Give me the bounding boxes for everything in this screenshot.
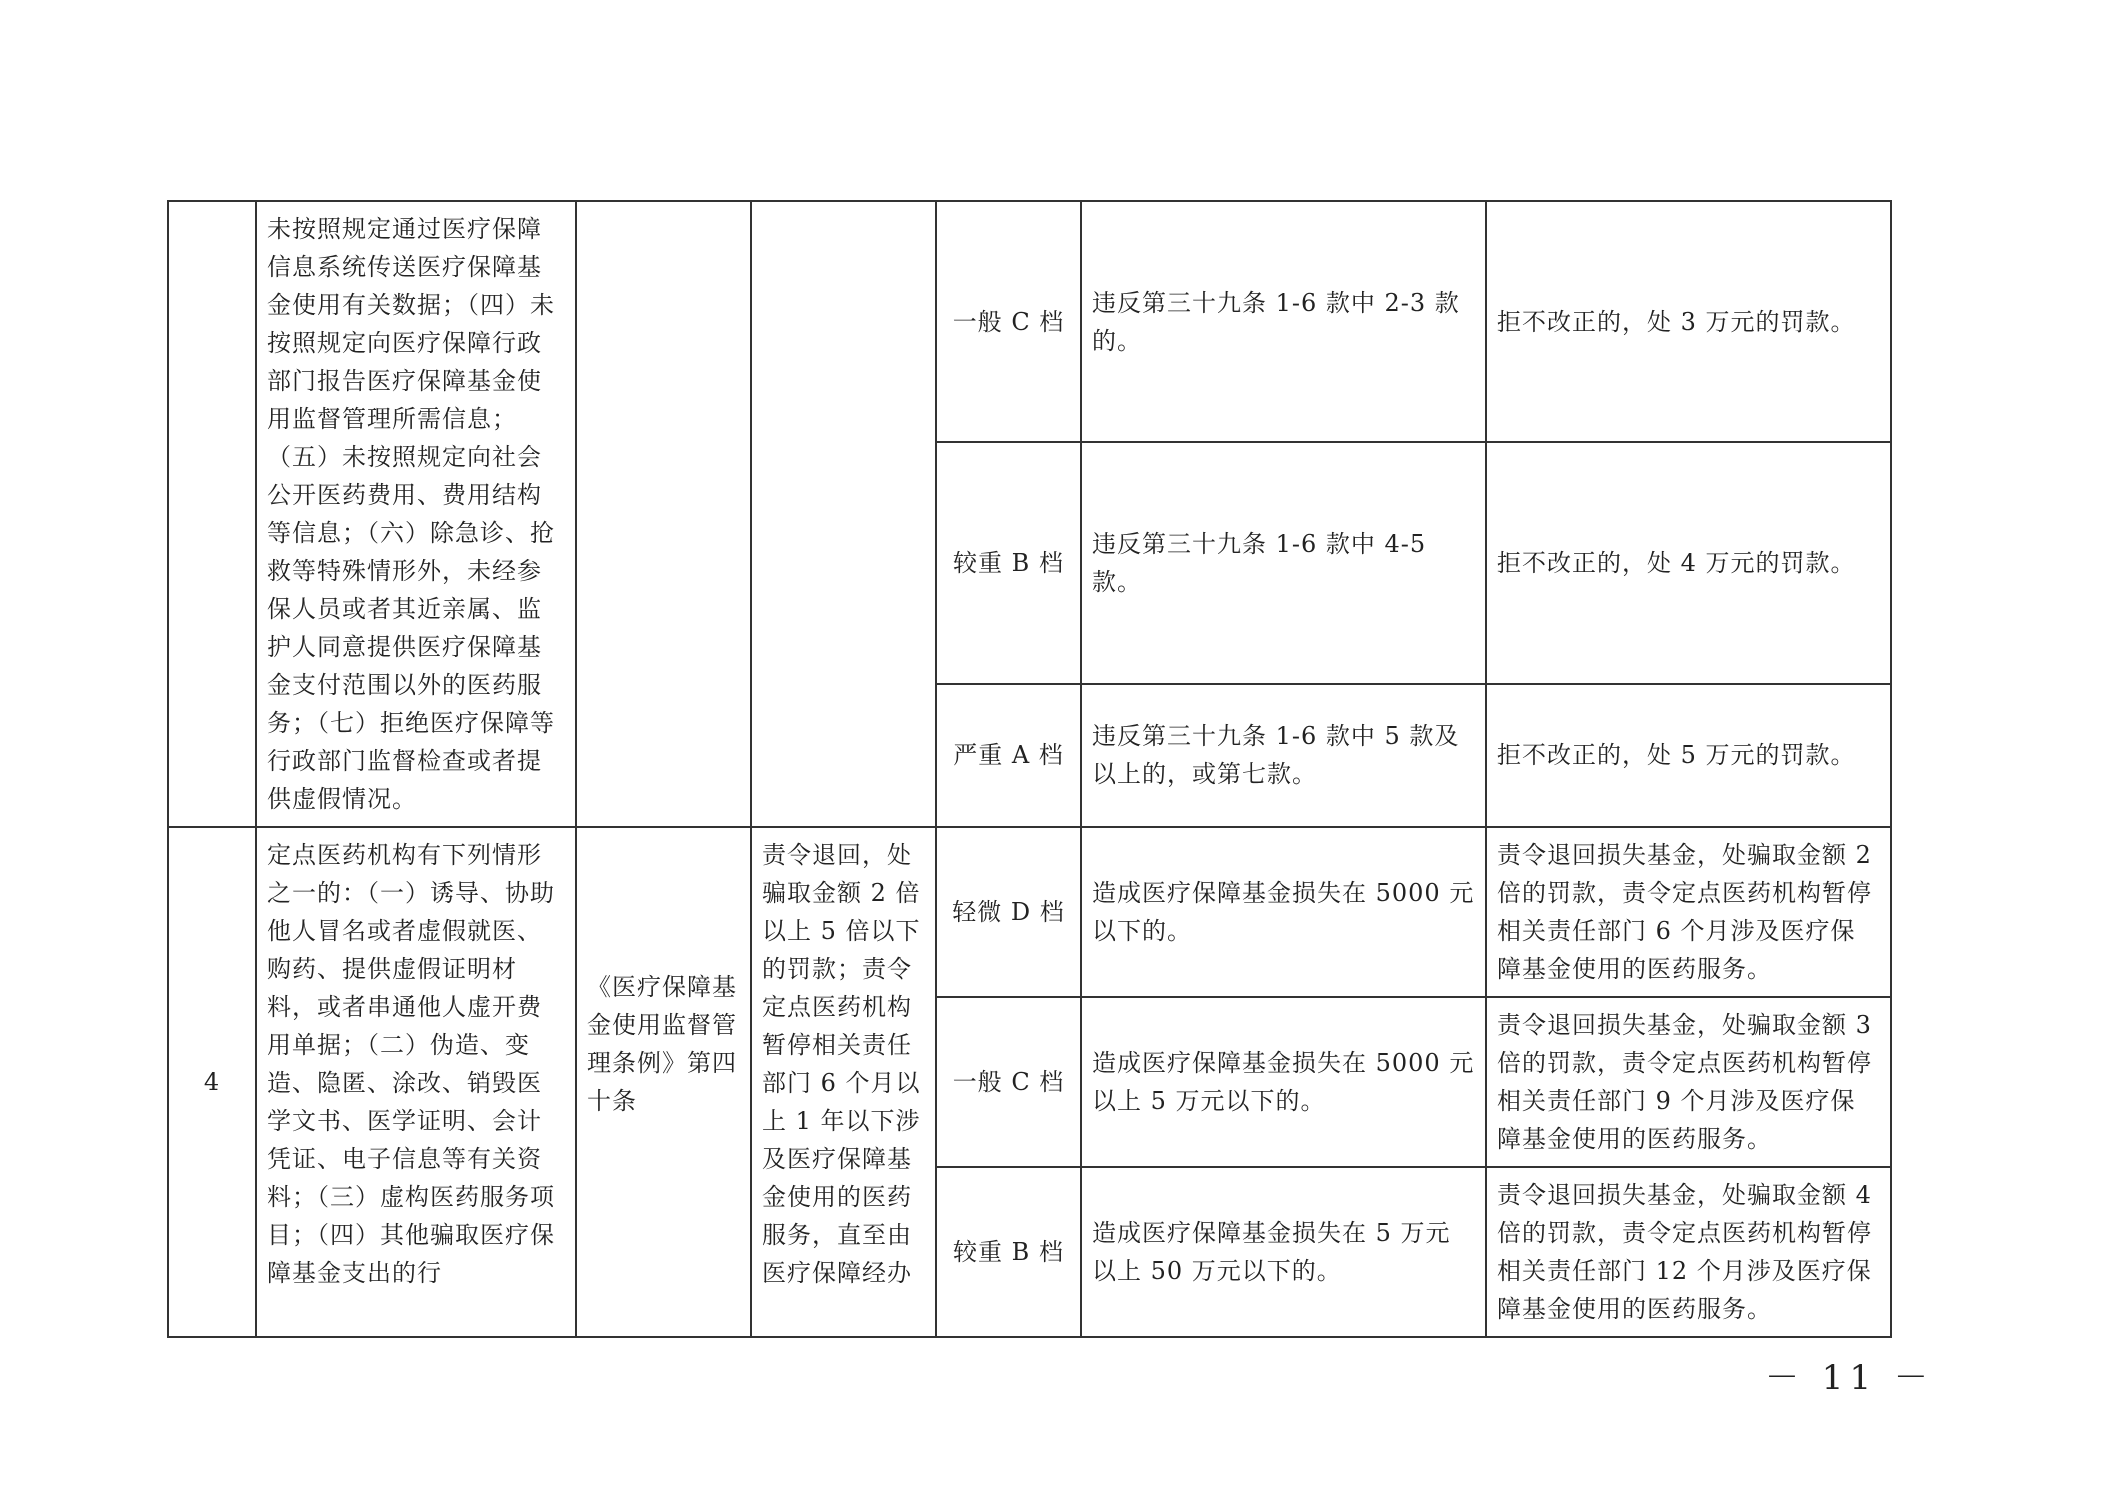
row-number: 4: [168, 827, 256, 1337]
penalty-cell: 拒不改正的，处 5 万元的罚款。: [1486, 684, 1891, 827]
grade-cell: 较重 B 档: [936, 442, 1081, 683]
grade-cell: 较重 B 档: [936, 1167, 1081, 1337]
condition-cell: 造成医疗保障基金损失在 5000 元以下的。: [1081, 827, 1486, 997]
grade-cell: 一般 C 档: [936, 201, 1081, 442]
row-number-cell: [168, 201, 256, 827]
condition-cell: 造成医疗保障基金损失在 5 万元以上 50 万元以下的。: [1081, 1167, 1486, 1337]
violation-description: 未按照规定通过医疗保障信息系统传送医疗保障基金使用有关数据；（四）未按照规定向医疗保障行政部门报告医疗保障基金使用监督管理所需信息；（五）未按照规定向社会公开医药费用、费用结构等信息；（六）除急诊、抢救等特殊情形外，未经参保人员或者其近亲属、监护人同意提供医疗保障基金支付范围以外的医药服务；（七）拒绝医疗保障等行政部门监督检查或者提供虚假情况。: [256, 201, 576, 827]
condition-cell: 造成医疗保障基金损失在 5000 元以上 5 万元以下的。: [1081, 997, 1486, 1167]
legal-basis-cell: [576, 201, 751, 827]
page-number: － 11 －: [1765, 1358, 1934, 1398]
grade-cell: 严重 A 档: [936, 684, 1081, 827]
penalty-rule: 责令退回，处骗取金额 2 倍以上 5 倍以下的罚款；责令定点医药机构暂停相关责任部门 6 个月以上 1 年以下涉及医疗保障基金使用的医药服务，直至由医疗保障经办: [751, 827, 936, 1337]
condition-cell: 违反第三十九条 1-6 款中 2-3 款的。: [1081, 201, 1486, 442]
penalty-table: [167, 200, 1892, 1338]
condition-cell: 违反第三十九条 1-6 款中 5 款及以上的，或第七款。: [1081, 684, 1486, 827]
table-row: [168, 827, 1891, 997]
table-row: [168, 201, 1891, 442]
grade-cell: 一般 C 档: [936, 997, 1081, 1167]
condition-cell: 违反第三十九条 1-6 款中 4-5 款。: [1081, 442, 1486, 683]
legal-basis: 《医疗保障基金使用监督管理条例》第四十条: [576, 827, 751, 1337]
grade-cell: 轻微 D 档: [936, 827, 1081, 997]
penalty-cell: 责令退回损失基金，处骗取金额 3 倍的罚款，责令定点医药机构暂停相关责任部门 9 个月涉及医疗保障基金使用的医药服务。: [1486, 997, 1891, 1167]
penalty-cell: 拒不改正的，处 4 万元的罚款。: [1486, 442, 1891, 683]
violation-description: 定点医药机构有下列情形之一的：（一）诱导、协助他人冒名或者虚假就医、购药、提供虚假证明材料，或者串通他人虚开费用单据；（二）伪造、变造、隐匿、涂改、销毁医学文书、医学证明、会计凭证、电子信息等有关资料；（三）虚构医药服务项目；（四）其他骗取医疗保障基金支出的行: [256, 827, 576, 1337]
penalty-rule-cell: [751, 201, 936, 827]
penalty-cell: 拒不改正的，处 3 万元的罚款。: [1486, 201, 1891, 442]
penalty-cell: 责令退回损失基金，处骗取金额 4 倍的罚款，责令定点医药机构暂停相关责任部门 12 个月涉及医疗保障基金使用的医药服务。: [1486, 1167, 1891, 1337]
penalty-cell: 责令退回损失基金，处骗取金额 2 倍的罚款，责令定点医药机构暂停相关责任部门 6 个月涉及医疗保障基金使用的医药服务。: [1486, 827, 1891, 997]
